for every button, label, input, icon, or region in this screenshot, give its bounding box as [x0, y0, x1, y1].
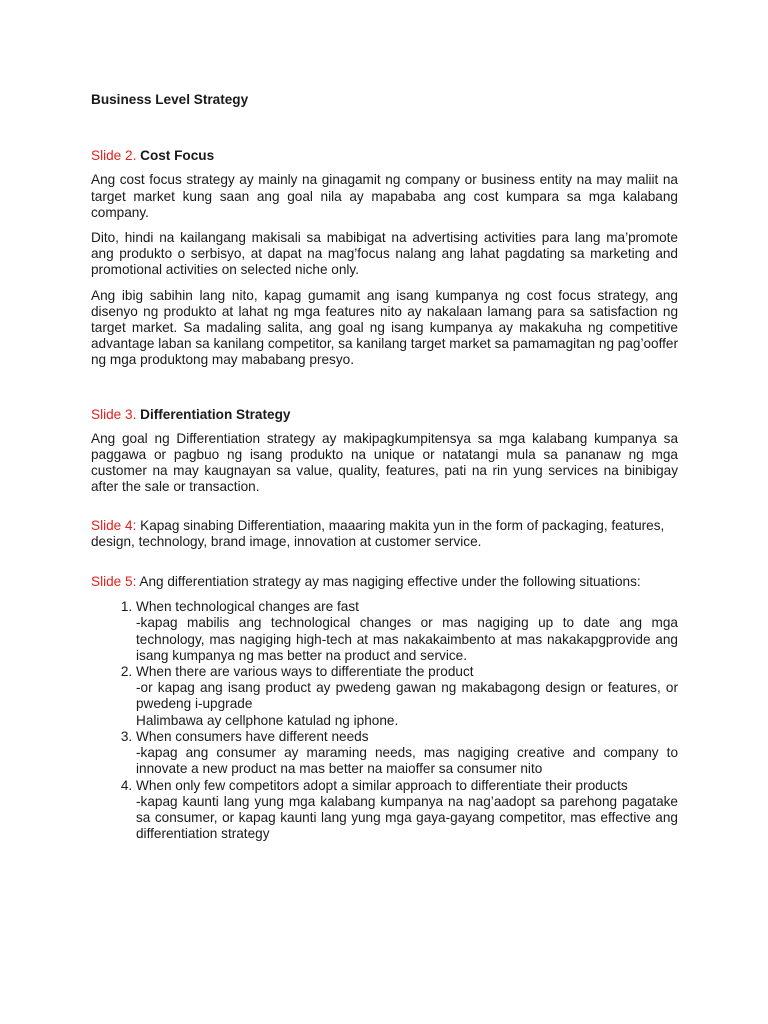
list-item-detail: -kapag kaunti lang yung mga kalabang kumpanya na nag’aadopt sa parehong pagatake sa consumer, or kapag kaunti lang yung mga gaya-gayang competitor, mas effective ang differentiation strategy [136, 793, 678, 842]
slide-5-text: Ang differentiation strategy ay mas nagiging effective under the following situations: [139, 574, 641, 590]
list-item-detail: Halimbawa ay cellphone katulad ng iphone. [136, 712, 399, 728]
list-item-detail: -kapag mabilis ang technological changes or mas nagiging up to date ang mga technology, mas nagiging high-tech at mas nakakaimbento at mas nakakapgprovide ang isang kumpanya ng mas better na product and service. [136, 615, 678, 663]
slide-4-text: Kapag sinabing Differentiation, maaaring makita yun in the form of packaging, features, design, technology, brand image, innovation at customer service. [91, 517, 665, 549]
document-title: Business Level Strategy [91, 92, 249, 107]
slide-2-heading [91, 148, 678, 164]
list-item-heading: 3. When consumers have different needs [136, 728, 369, 744]
list-item [136, 778, 678, 843]
slide-3-label: Slide 3. [91, 406, 137, 422]
list-item [136, 729, 678, 778]
slide-2-label: Slide 2. [91, 148, 137, 164]
slide-2-title: Cost Focus [140, 148, 215, 164]
slide-4-label: Slide 4: [91, 517, 137, 533]
list-item-heading: 4. When only few competitors adopt a similar approach to differentiate their products [136, 777, 628, 793]
slide-2-paragraph-2: Dito, hindi na kailangang makisali sa mabibigat na advertising activities para lang ma’promote ang produkto o serbisyo, at dapat na mag’focus nalang ang lahat pagdating sa marketing and promotional activities on selected niche only. [91, 230, 678, 278]
slide-2-paragraph-3: Ang ibig sabihin lang nito, kapag gumamit ang isang kumpanya ng cost focus strategy, ang disenyo ng produkto at lahat ng mga features nito ay nakalaan lamang para sa satisfaction ng target market. Sa madaling salita, ang goal ng isang kumpanya ay makakuha ng competitive advantage laban sa kanilang competitor, sa kanilang target market sa pamamagitan ng pag’ooffer ng mga produktong may mababang presyo. [91, 287, 678, 368]
slide-3-section [91, 407, 678, 496]
slide-2-section [91, 148, 678, 368]
list-item-detail: -or kapag ang isang product ay pwedeng gawan ng makabagong design or features, or pwedeng i-upgrade [136, 680, 678, 712]
situations-list [91, 599, 678, 842]
slide-5-label: Slide 5: [91, 574, 137, 590]
list-item [136, 599, 678, 664]
slide-4-section [91, 518, 678, 550]
slide-4-paragraph [91, 518, 678, 550]
slide-5-section [91, 574, 678, 842]
list-item-heading: 2. When there are various ways to differentiate the product [136, 664, 474, 680]
list-item [136, 664, 678, 729]
slide-5-intro [91, 574, 678, 590]
slide-3-heading [91, 407, 678, 423]
slide-2-paragraph-1: Ang cost focus strategy ay mainly na ginagamit ng company or business entity na may maliit na target market kung saan ang goal nila ay mapababa ang cost kumpara sa mga kalabang company. [91, 172, 678, 220]
slide-3-title: Differentiation Strategy [140, 406, 291, 422]
list-item-detail: -kapag ang consumer ay maraming needs, mas nagiging creative and company to innovate a new product na mas better na maioffer sa consumer nito [136, 745, 678, 777]
slide-3-paragraph-1: Ang goal ng Differentiation strategy ay makipagkumpitensya sa mga kalabang kumpanya sa paggawa or pagbuo ng isang produkto na unique or natatangi mula sa pananaw ng mga customer na may kaugnayan sa value, quality, features, pati na rin yung services na binibigay after the sale or transaction. [91, 430, 678, 495]
list-item-heading: 1. When technological changes are fast [136, 599, 359, 615]
